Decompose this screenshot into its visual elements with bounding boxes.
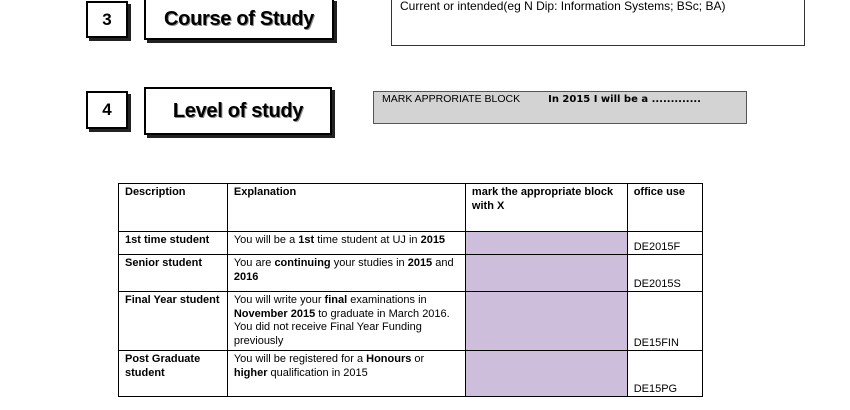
mark-cell-final-year[interactable] [465,292,627,351]
header-description: Description [119,184,228,232]
expl-text: You will be registered for a [233,353,367,365]
section-3-title: Course of Study [164,7,314,30]
row-explanation [227,292,465,351]
expl-bold: higher [233,366,268,379]
course-of-study-field[interactable] [391,0,805,46]
section-3-number [86,1,128,38]
row-description: Post Graduate student [119,351,228,397]
table-header-row [119,184,703,232]
expl-bold: 1st [298,234,315,246]
expl-bold: 2015 [407,257,433,269]
office-code: DE2015F [627,232,702,255]
expl-bold: final [324,294,348,306]
section-4-title-box [144,87,332,135]
section-4-number-text: 4 [102,100,112,119]
office-code: DE15PG [627,351,702,397]
expl-bold: 2016 [233,270,259,283]
expl-bold: 2015 [420,234,446,246]
section-4-title: Level of study [172,99,304,122]
table-row [119,292,703,351]
office-code: DE15FIN [627,292,702,351]
row-description: Final Year student [119,292,228,351]
level-mark-block[interactable] [373,91,747,124]
table-row [119,255,703,292]
level-of-study-table [118,183,703,397]
row-explanation [227,351,465,397]
course-of-study-hint: Current or intended(eg N Dip: Information Systems; BSc; BA) [400,0,726,13]
expl-text: You are [233,257,275,269]
expl-text: or [411,353,425,365]
expl-text: You will write your [233,294,325,306]
expl-bold: continuing [274,257,331,269]
expl-text: to graduate in March 2016. You did not receive Final Year Funding previously [233,307,450,347]
expl-text: and [432,257,454,269]
expl-text: You will be a [233,234,299,246]
mark-cell-post-graduate[interactable] [465,351,627,397]
mark-cell-first-time[interactable] [465,232,627,255]
expl-bold: Honours [366,353,412,365]
table-row [119,351,703,397]
expl-text: your studies in [330,257,408,269]
mark-block-label: MARK APPRORIATE BLOCK [382,93,521,105]
section-4-number [86,91,128,129]
section-3-number-text: 3 [102,9,112,29]
section-3-title-box [144,0,334,40]
row-description: 1st time student [119,232,228,255]
table-row [119,232,703,255]
expl-text: time student at UJ in [314,234,421,246]
mark-cell-senior[interactable] [465,255,627,292]
will-be-label: In 2015 I will be a ............. [548,94,701,105]
row-explanation [227,232,465,255]
office-code: DE2015S [627,255,702,292]
expl-bold: November 2015 [233,307,316,320]
row-explanation [227,255,465,292]
row-description: Senior student [119,255,228,292]
header-office-use: office use [627,184,702,232]
expl-text: qualification in 2015 [267,366,368,379]
header-explanation: Explanation [227,184,465,232]
header-mark: mark the appropriate block with X [465,184,627,232]
expl-text: examinations in [347,294,427,306]
